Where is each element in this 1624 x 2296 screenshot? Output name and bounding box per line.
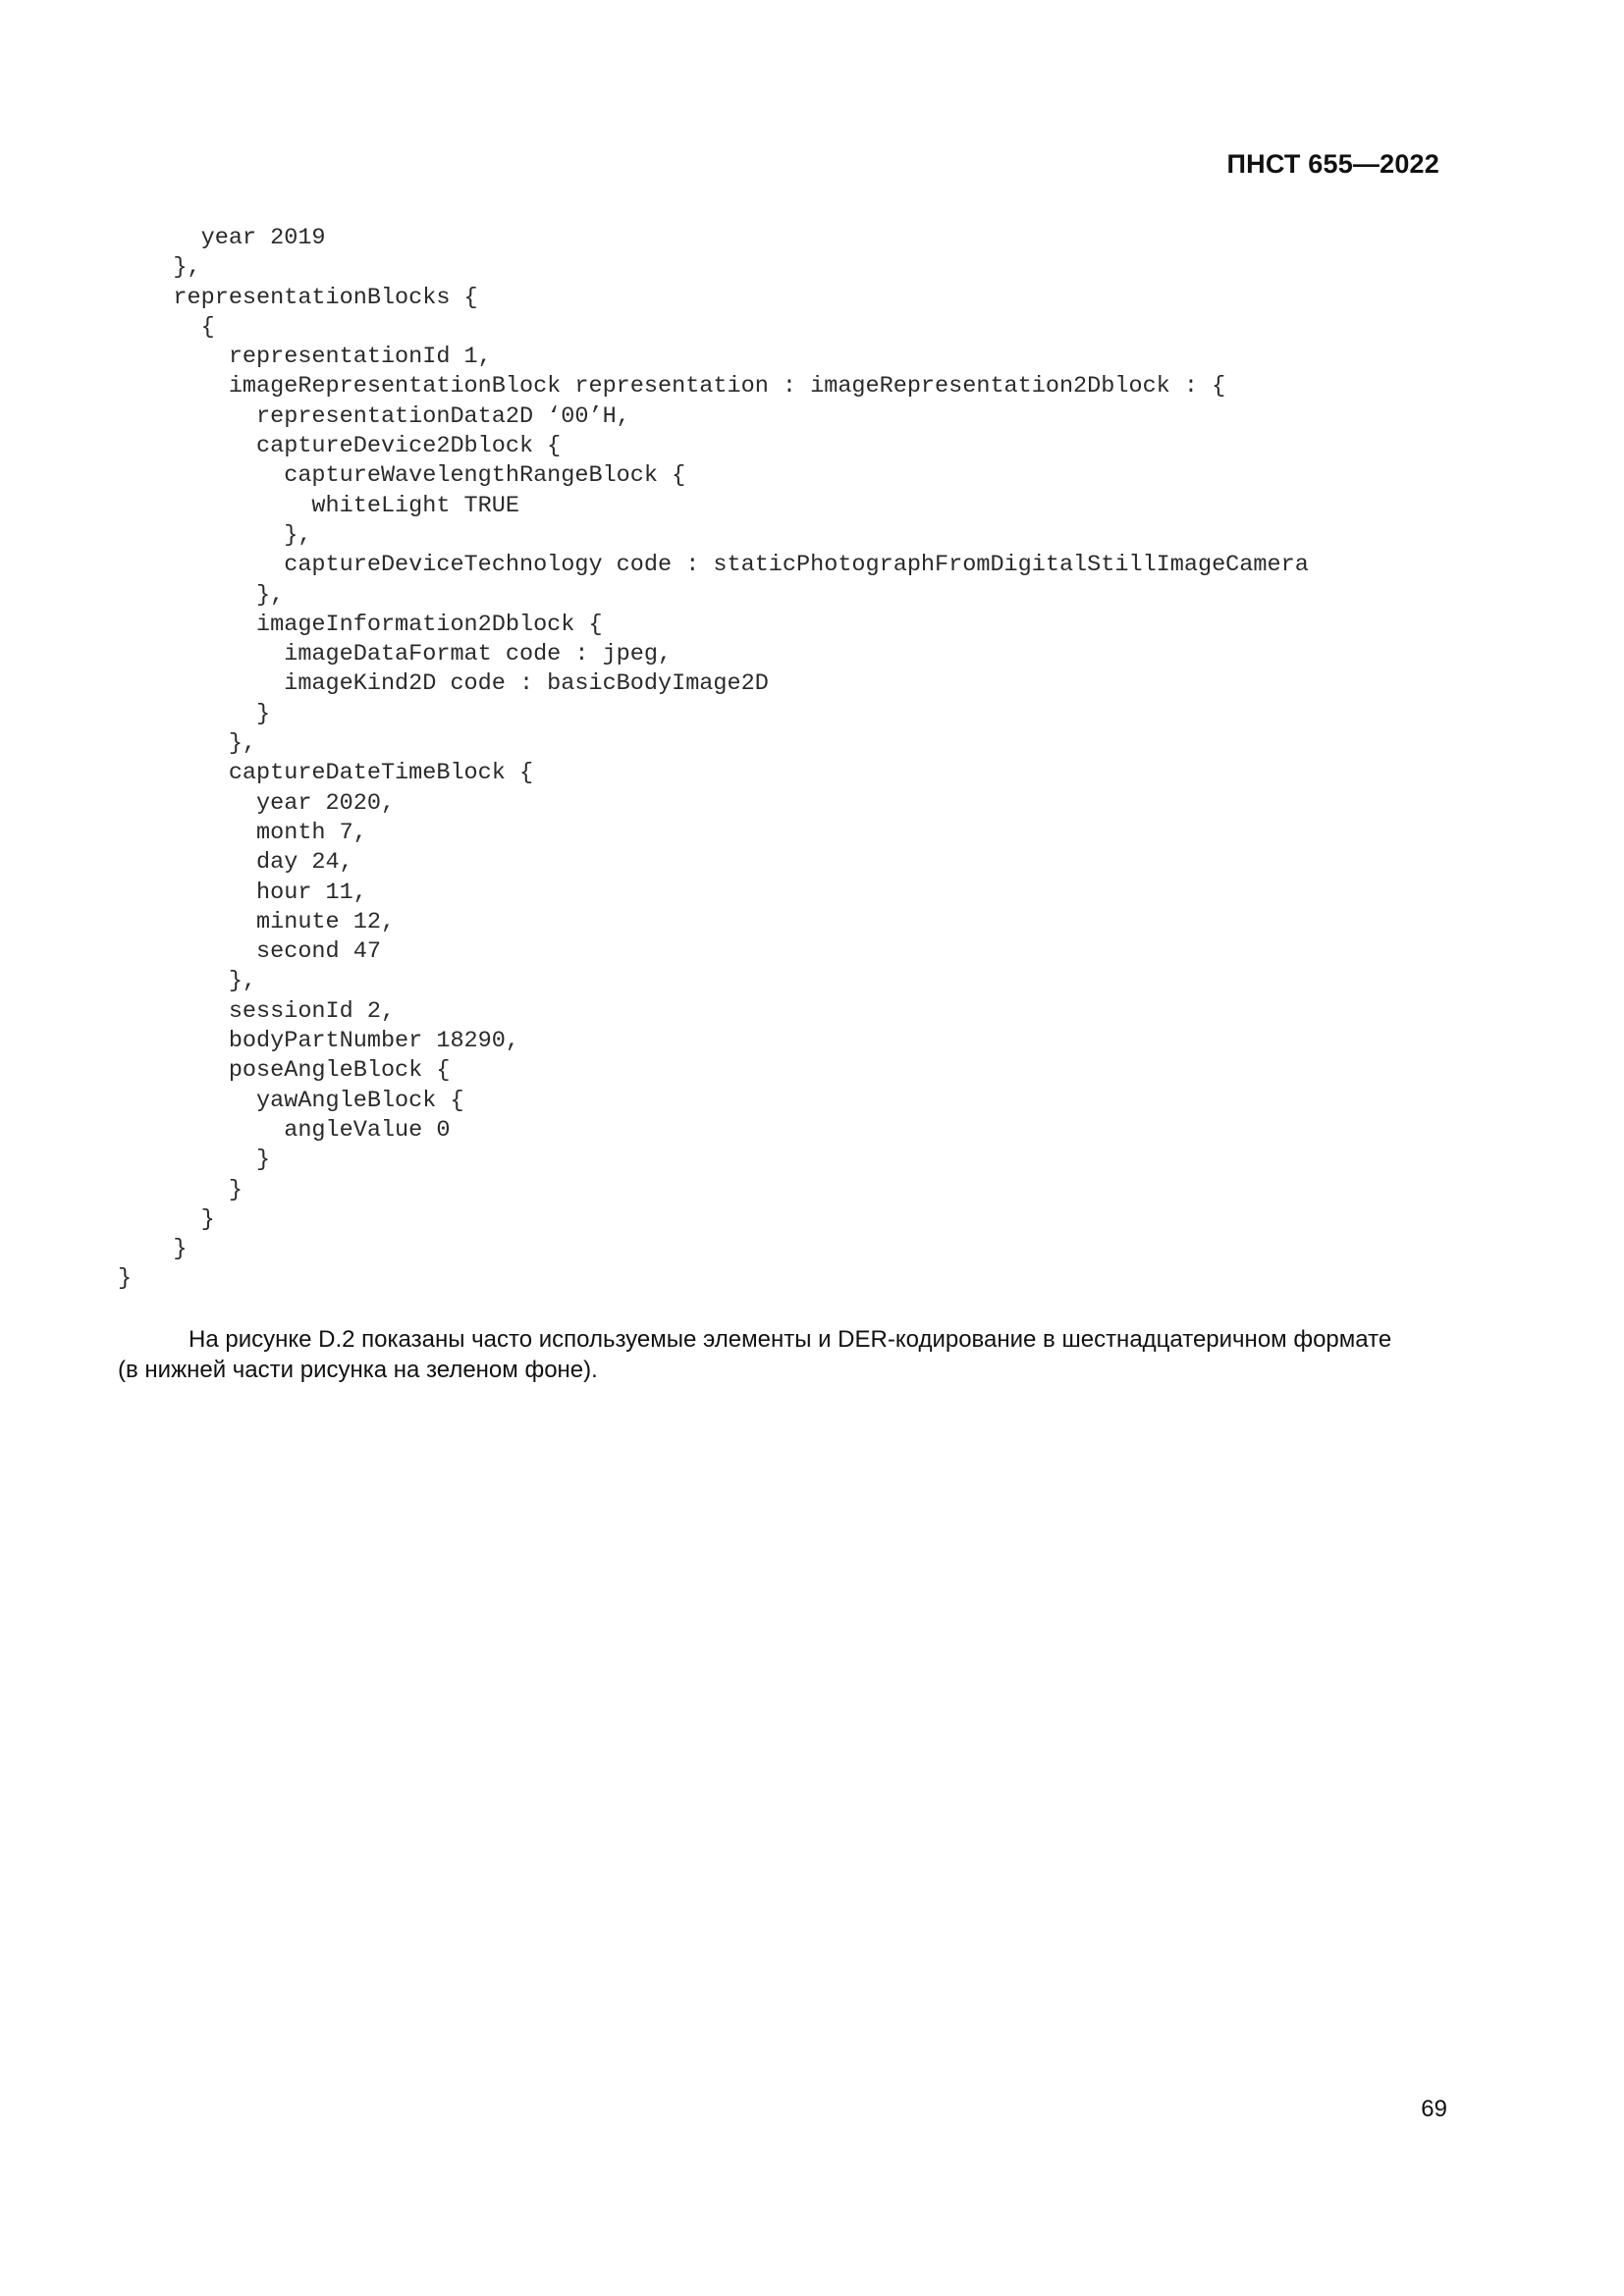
document-id-header: ПНСТ 655—2022 (1226, 149, 1439, 179)
code-line: imageRepresentationBlock representation : imageRepresentation2Dblock : { (118, 373, 1226, 400)
code-line: hour 11, (118, 879, 367, 906)
code-line: day 24, (118, 849, 353, 877)
code-line: angleValue 0 (118, 1116, 451, 1144)
code-line: } (118, 1147, 271, 1174)
code-line: imageDataFormat code : jpeg, (118, 641, 673, 668)
code-line: bodyPartNumber 18290, (118, 1028, 519, 1055)
code-line: year 2019 (118, 225, 326, 251)
code-line: yawAngleBlock { (118, 1087, 464, 1114)
code-line: representationData2D ‘00’H, (118, 402, 630, 430)
code-line: minute 12, (118, 908, 396, 935)
code-line: }, (118, 254, 201, 282)
code-line: imageKind2D code : basicBodyImage2D (118, 670, 769, 698)
paragraph-line-1: На рисунке D.2 показаны часто используемые элементы и DER-кодирование в шестнадцатеричном формате (189, 1326, 1392, 1353)
code-line: captureDateTimeBlock { (118, 760, 534, 787)
code-line: }, (118, 521, 312, 549)
code-line: } (118, 1265, 133, 1293)
code-line: } (118, 1236, 188, 1263)
code-line: }, (118, 581, 285, 609)
code-line: captureDevice2Dblock { (118, 433, 562, 460)
body-paragraph (118, 1325, 1449, 1385)
code-line: }, (118, 730, 257, 758)
code-line: imageInformation2Dblock { (118, 611, 603, 638)
code-line: whiteLight TRUE (118, 492, 519, 519)
code-line: month 7, (118, 819, 367, 846)
code-line: year 2020, (118, 789, 396, 817)
code-line: representationId 1, (118, 344, 492, 371)
code-listing (118, 224, 1309, 1295)
paragraph-line-2: (в нижней части рисунка на зеленом фоне). (118, 1356, 598, 1383)
code-line: representationBlocks { (118, 284, 478, 311)
code-line: sessionId 2, (118, 997, 396, 1025)
code-line: { (118, 313, 215, 341)
code-line: }, (118, 968, 257, 995)
code-line: captureDeviceTechnology code : staticPhotographFromDigitalStillImageCamera (118, 552, 1309, 579)
code-line: } (118, 1176, 243, 1203)
code-line: second 47 (118, 938, 381, 966)
code-line: } (118, 1205, 215, 1233)
code-line: poseAngleBlock { (118, 1057, 451, 1085)
code-line: captureWavelengthRangeBlock { (118, 462, 686, 490)
page-number: 69 (1421, 2096, 1447, 2122)
code-line: } (118, 700, 271, 727)
